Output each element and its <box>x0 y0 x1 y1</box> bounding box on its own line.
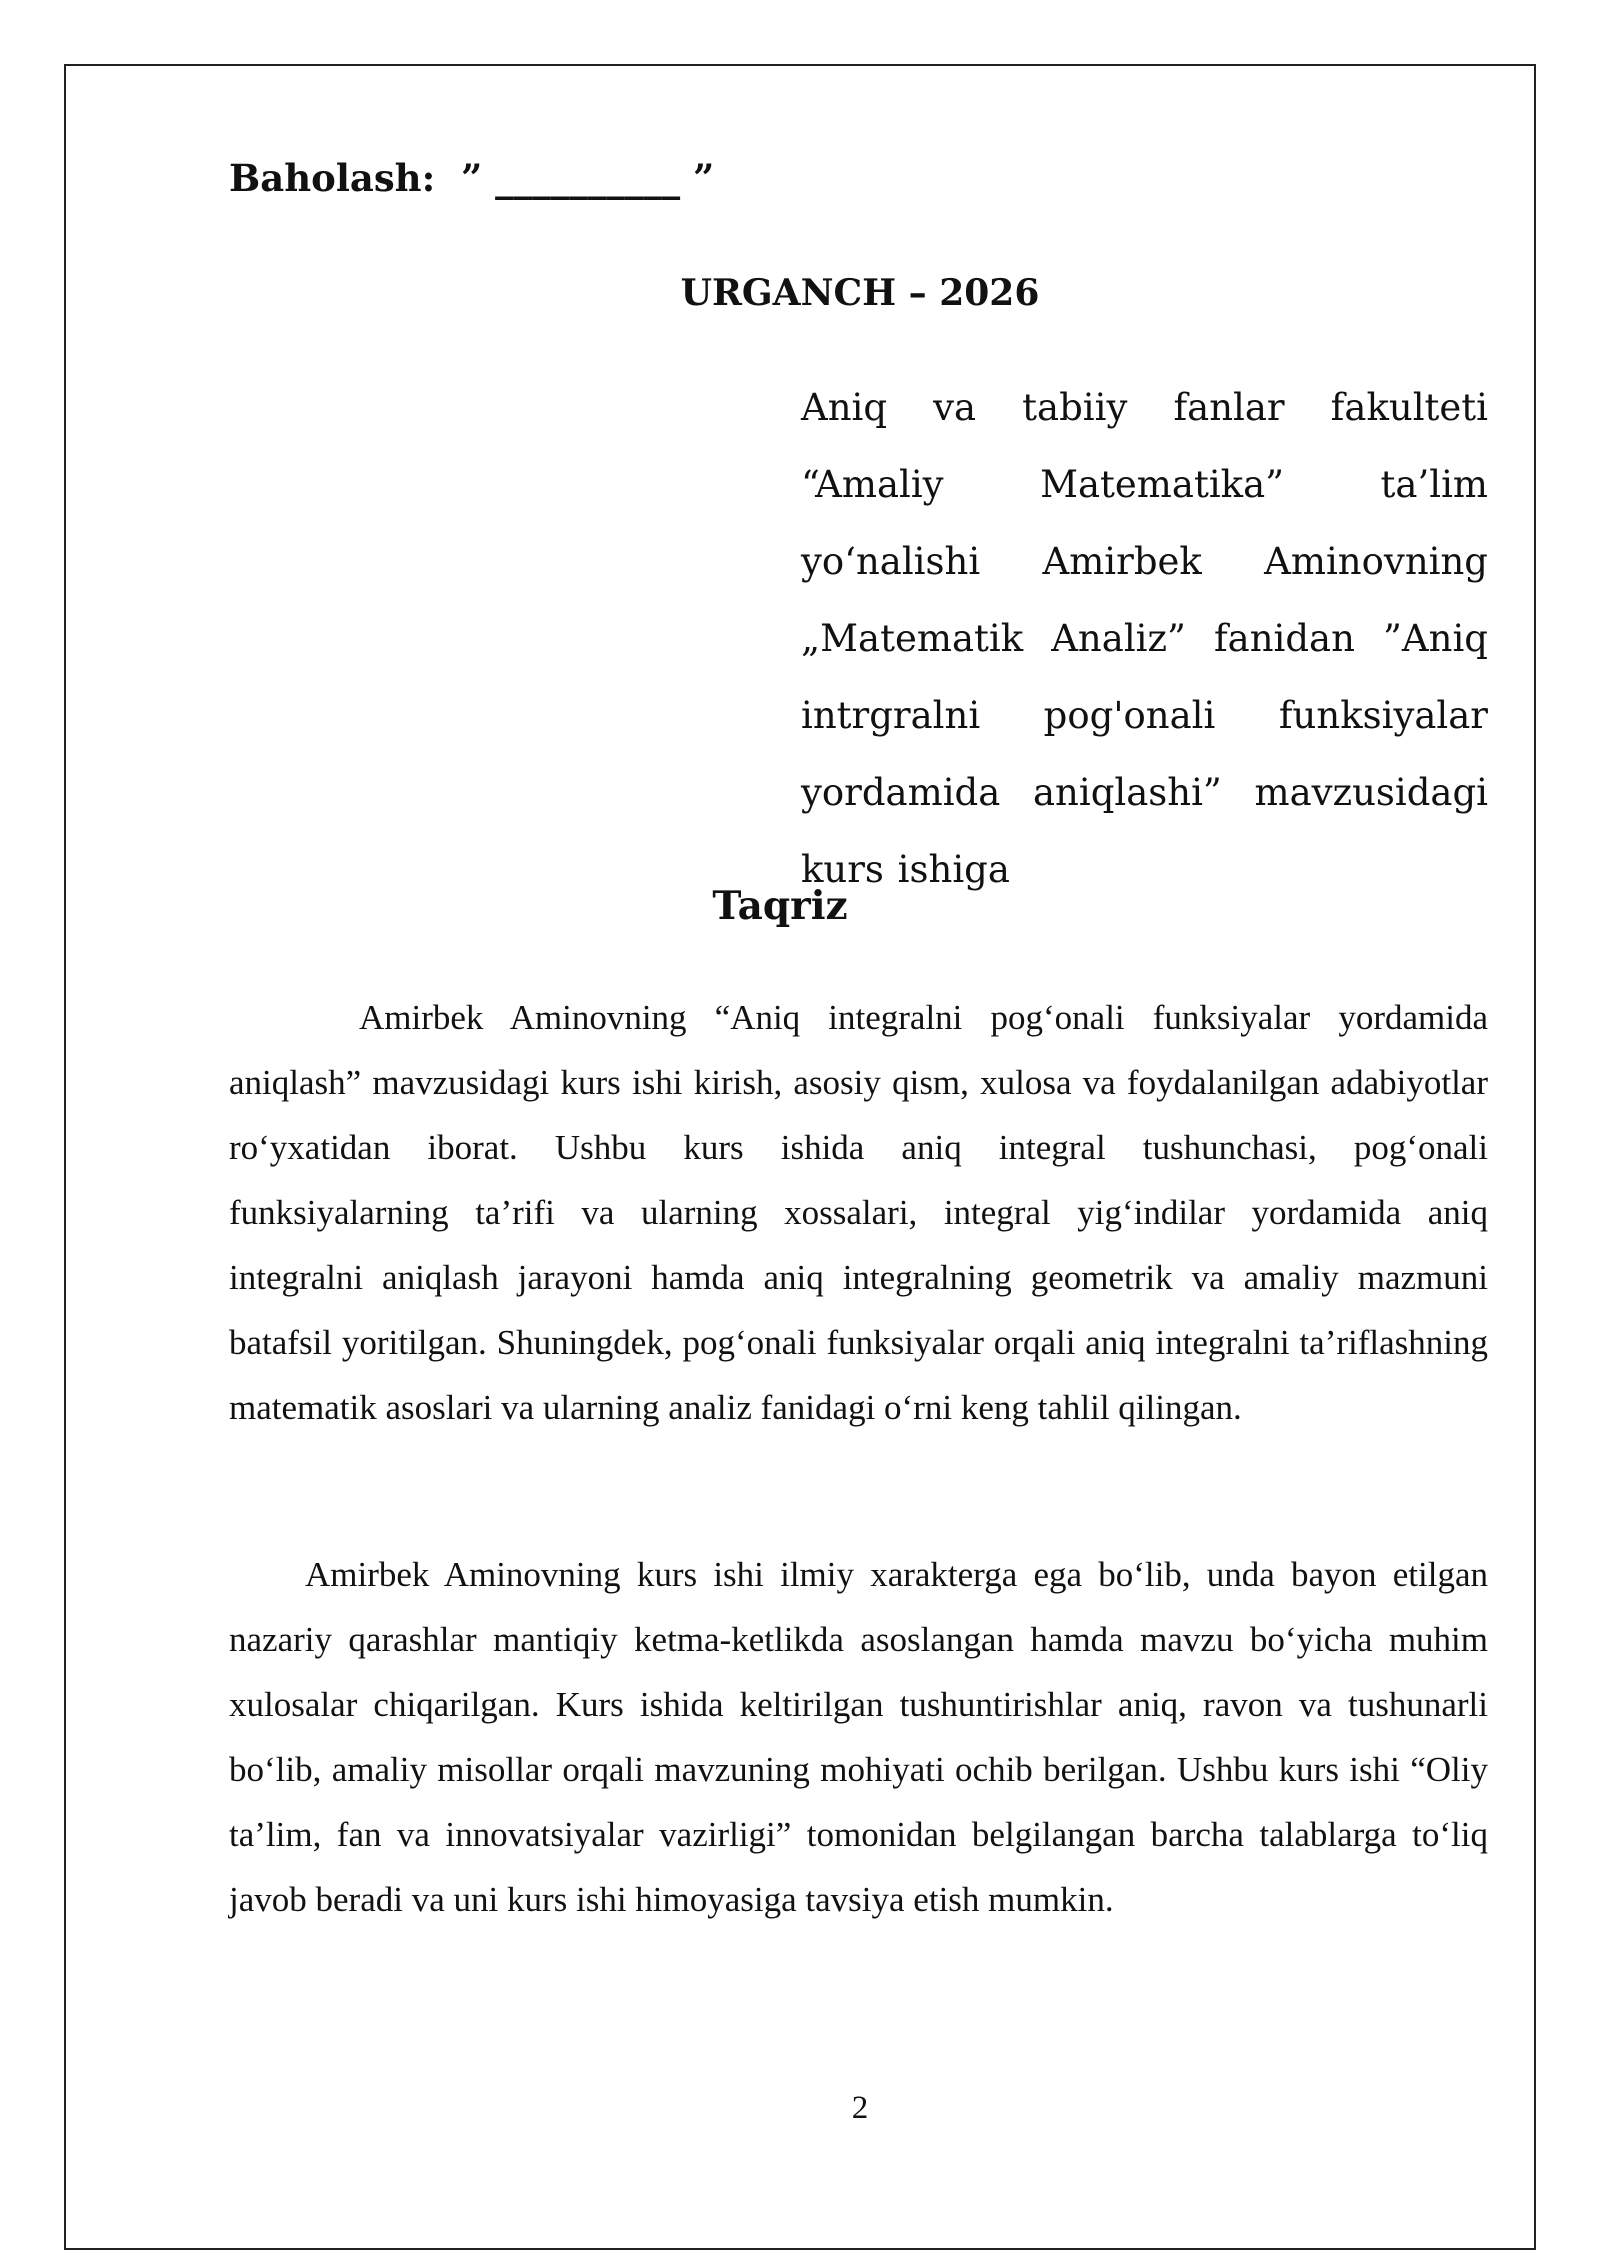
review-paragraph-2: Amirbek Aminovning kurs ishi ilmiy xarakterga ega bo‘lib, unda bayon etilgan nazariy qarashlar mantiqiy ketma-ketlikda asoslangan hamda mavzu bo‘yicha muhim xulosalar chiqarilgan. Kurs ishida keltirilgan tushuntirishlar aniq, ravon va tushunarli bo‘lib, amaliy misollar orqali mavzuning mohiyati ochib berilgan. Ushbu kurs ishi “Oliy ta’lim, fan va innovatsiyalar vazirligi” tomonidan belgilangan barcha talablarga to‘liq javob beradi va uni kurs ishi himoyasiga tavsiya etish mumkin. <box>229 1555 1488 1919</box>
city-year-heading: URGANCH – 2026 <box>680 272 1040 314</box>
review-paragraph-1: Amirbek Aminovning “Aniq integralni pog‘onali funksiyalar yordamida aniqlash” mavzusidagi kurs ishi kirish, asosiy qism, xulosa va foydalanilgan adabiyotlar ro‘yxatidan iborat. Ushbu kurs ishida aniq integral tushunchasi, pog‘onali funksiyalarning ta’rifi va ularning xossalari, integral yig‘indilar yordamida aniq integralni aniqlash jarayoni hamda aniq integralning geometrik va amaliy mazmuni batafsil yoritilgan. Shuningdek, pog‘onali funksiyalar orqali aniq integralni ta’riflashning matematik asoslari va ularning analiz fanidagi o‘rni keng tahlil qilingan. <box>229 998 1488 1427</box>
addressee-block: Aniq va tabiiy fanlar fakulteti “Amaliy Matematika” ta’lim yo‘nalishi Amirbek Aminovning „Matematik Analiz” fanidan ”Aniq intrgralni pog'onali funksiyalar yordamida aniqlashi” mavzusidagi kurs ishiga <box>801 386 1488 891</box>
grading-line: Baholash: ” __________ ” <box>229 156 715 200</box>
page-number: 2 <box>851 2090 869 2126</box>
document-title: Taqriz <box>712 883 848 929</box>
